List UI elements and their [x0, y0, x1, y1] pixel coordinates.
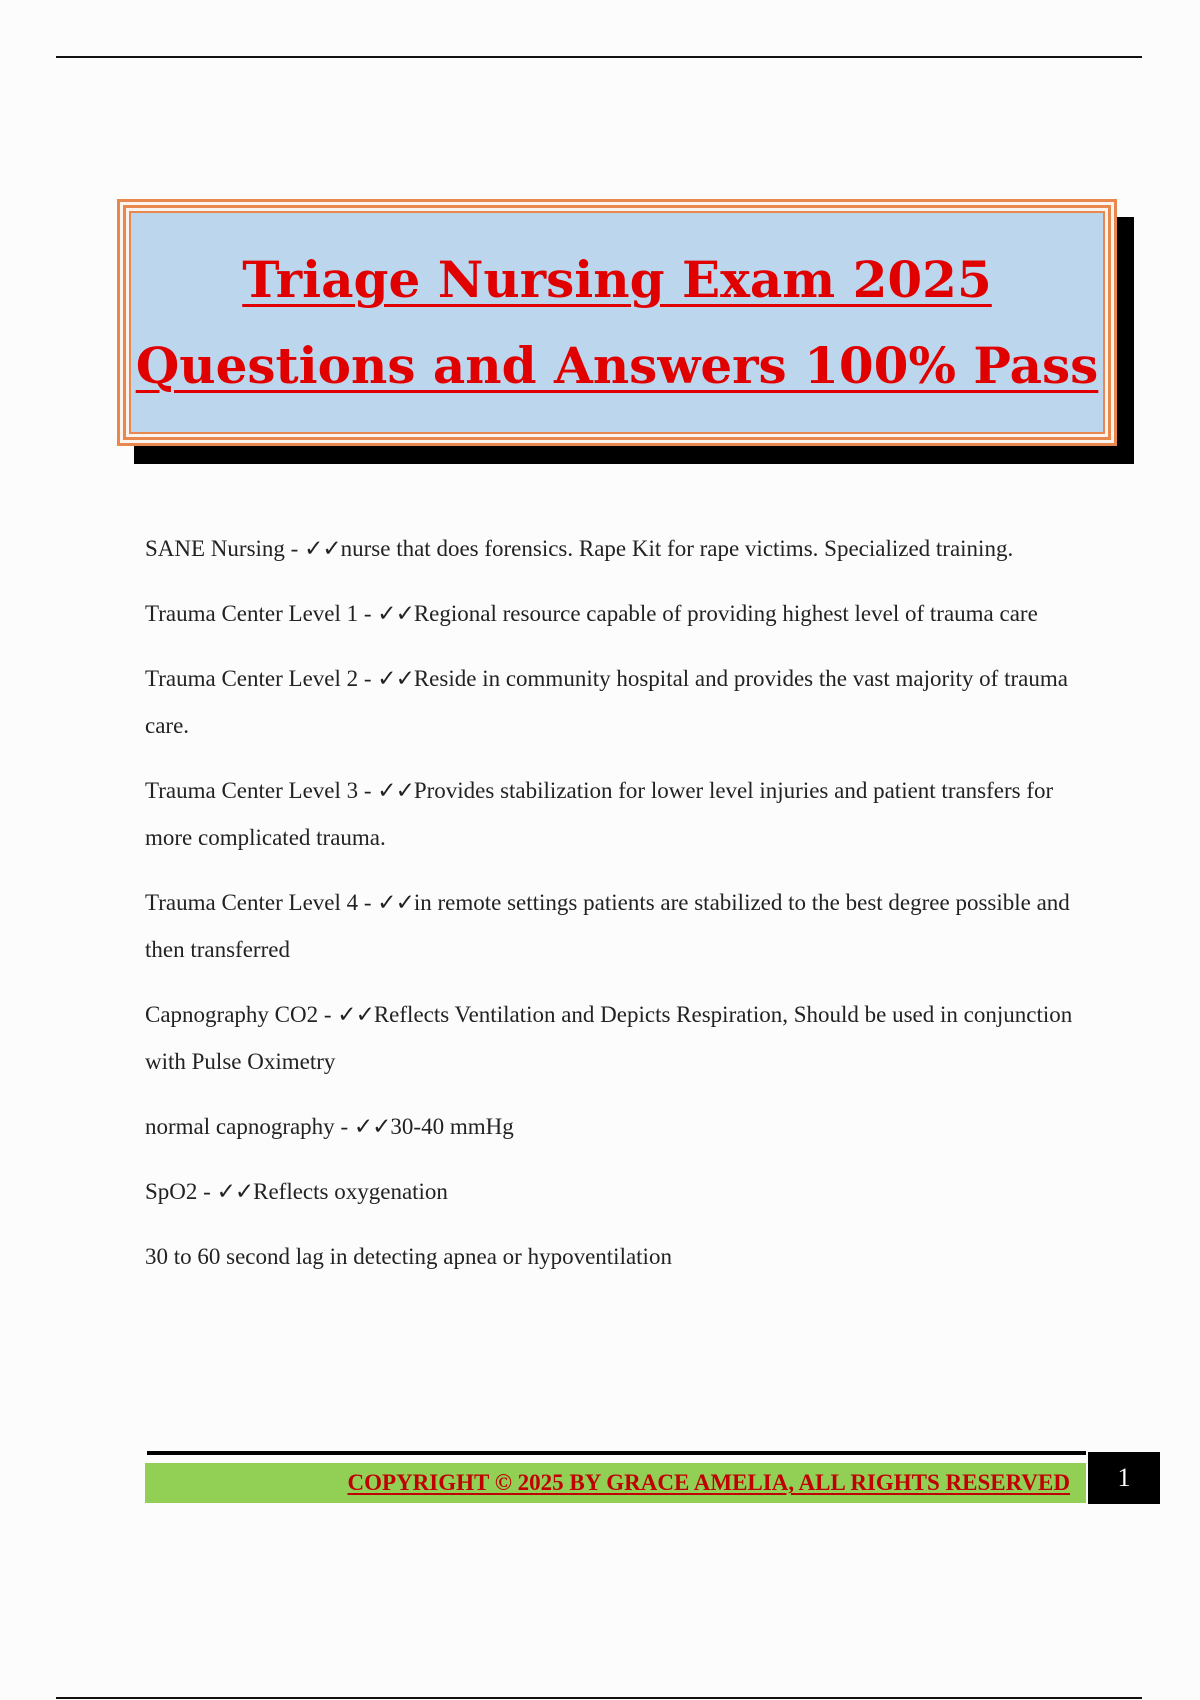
- qa-entry: [145, 879, 1085, 973]
- checkmark-icon: ✓✓: [377, 778, 414, 803]
- checkmark-icon: ✓✓: [304, 536, 341, 561]
- footer-rule: [147, 1451, 1086, 1455]
- entry-definition: nurse that does forensics. Rape Kit for rape victims. Specialized training.: [340, 536, 1014, 561]
- qa-note: 30 to 60 second lag in detecting apnea or hypoventilation: [145, 1244, 672, 1269]
- entry-definition: Reflects oxygenation: [253, 1179, 448, 1204]
- checkmark-icon: ✓✓: [216, 1179, 254, 1204]
- entry-definition: Provides stabilization for lower level injuries and patient transfers for more complicated trauma.: [145, 778, 1054, 850]
- top-rule: [56, 56, 1142, 58]
- qa-entry: [145, 767, 1085, 861]
- entry-definition: 30-40 mmHg: [390, 1114, 514, 1139]
- page-number: 1: [1088, 1452, 1160, 1504]
- qa-entry: [145, 991, 1085, 1085]
- entry-term: Trauma Center Level 2 -: [145, 666, 377, 691]
- footer-bar: [145, 1463, 1086, 1503]
- checkmark-icon: ✓✓: [337, 1002, 374, 1027]
- checkmark-icon: ✓✓: [353, 1114, 391, 1139]
- entry-term: Trauma Center Level 3 -: [145, 778, 377, 803]
- title-box: [117, 199, 1117, 446]
- entry-term: SpO2 -: [145, 1179, 217, 1204]
- entry-definition: Regional resource capable of providing highest level of trauma care: [413, 601, 1038, 626]
- entry-term: Trauma Center Level 1 -: [145, 601, 377, 626]
- entry-definition: Reflects Ventilation and Depicts Respiration, Should be used in conjunction with Pulse Oximetry: [145, 1002, 1073, 1074]
- entry-term: Trauma Center Level 4 -: [145, 890, 377, 915]
- entry-term: SANE Nursing -: [145, 536, 304, 561]
- entry-definition: Reside in community hospital and provides the vast majority of trauma care.: [145, 666, 1068, 738]
- qa-list: [145, 525, 1085, 1298]
- entry-term: normal capnography -: [145, 1114, 354, 1139]
- document-title-line-1: Triage Nursing Exam 2025: [242, 249, 992, 309]
- qa-entry: [145, 525, 1085, 572]
- document-title-line-2: Questions and Answers 100% Pass: [135, 335, 1099, 395]
- qa-entry: [145, 590, 1085, 637]
- qa-entry: [145, 1103, 1085, 1150]
- bottom-rule: [56, 1697, 1142, 1699]
- entry-term: Capnography CO2 -: [145, 1002, 337, 1027]
- checkmark-icon: ✓✓: [377, 890, 414, 915]
- qa-entry: [145, 1168, 1085, 1215]
- qa-entry: [145, 655, 1085, 749]
- copyright-notice: COPYRIGHT © 2025 BY GRACE AMELIA, ALL RIGHTS RESERVED: [347, 1470, 1070, 1495]
- checkmark-icon: ✓✓: [377, 601, 414, 626]
- entry-definition: in remote settings patients are stabilized to the best degree possible and then transferred: [145, 890, 1070, 962]
- checkmark-icon: ✓✓: [377, 666, 414, 691]
